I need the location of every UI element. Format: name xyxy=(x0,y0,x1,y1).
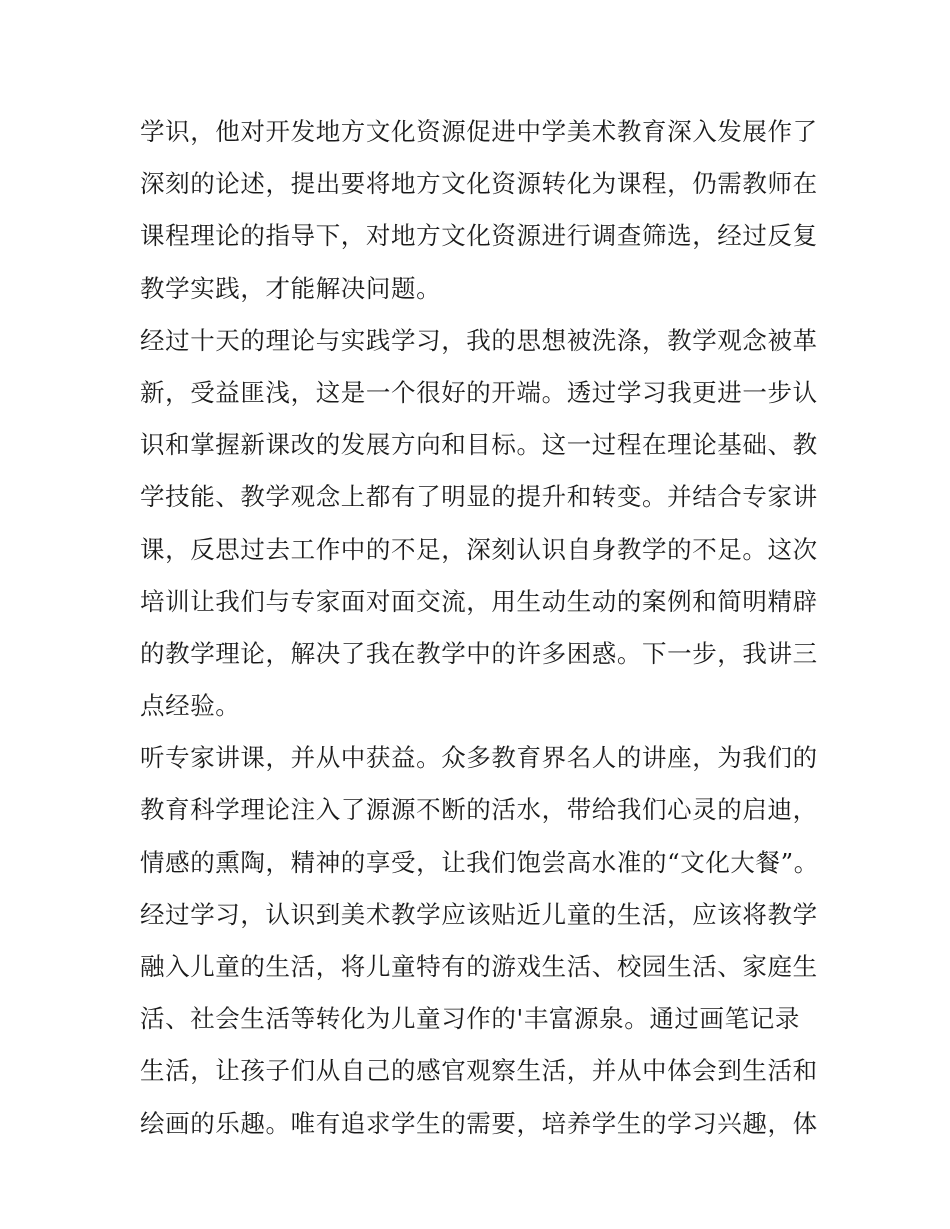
text-line: 教学实践，才能解决问题。 xyxy=(140,273,442,303)
text-line: 点经验。 xyxy=(140,691,241,721)
text-line: 经过学习，认识到美术教学应该贴近儿童的生活，应该将教学 xyxy=(140,899,818,929)
text-line: 教育科学理论注入了源源不断的活水，带给我们心灵的启迪， xyxy=(140,795,818,825)
text-line: 活、社会生活等转化为儿童习作的'丰富源泉。通过画笔记录 xyxy=(140,1004,800,1034)
text-line: 学技能、教学观念上都有了明显的提升和转变。并结合专家讲 xyxy=(140,482,818,512)
text-line: 识和掌握新课改的发展方向和目标。这一过程在理论基础、教 xyxy=(140,430,818,460)
text-line: 培训让我们与专家面对面交流，用生动生动的案例和简明精辟 xyxy=(140,586,818,616)
text-line: 课，反思过去工作中的不足，深刻认识自身教学的不足。这次 xyxy=(140,534,818,564)
text-line: 课程理论的指导下，对地方文化资源进行调查筛选，经过反复 xyxy=(140,221,818,251)
text-line: 学识，他对开发地方文化资源促进中学美术教育深入发展作了 xyxy=(140,117,818,146)
body-text xyxy=(140,106,820,1150)
text-line: 深刻的论述，提出要将地方文化资源转化为课程，仍需教师在 xyxy=(140,169,818,199)
text-line: 绘画的乐趣。唯有追求学生的需要，培养学生的学习兴趣，体 xyxy=(140,1108,818,1138)
text-line: 新，受益匪浅，这是一个很好的开端。透过学习我更进一步认 xyxy=(140,377,818,407)
text-line: 融入儿童的生活，将儿童特有的游戏生活、校园生活、家庭生 xyxy=(140,952,818,981)
text-line: 情感的熏陶，精神的享受，让我们饱尝高水准的“文化大餐”。 xyxy=(140,847,819,877)
text-line: 的教学理论，解决了我在教学中的许多困惑。下一步，我讲三 xyxy=(140,638,818,668)
text-line: 听专家讲课，并从中获益。众多教育界名人的讲座，为我们的 xyxy=(140,743,818,773)
text-line: 经过十天的理论与实践学习，我的思想被洗涤，教学观念被革 xyxy=(140,325,818,355)
text-line: 生活，让孩子们从自己的感官观察生活，并从中体会到生活和 xyxy=(140,1056,818,1086)
